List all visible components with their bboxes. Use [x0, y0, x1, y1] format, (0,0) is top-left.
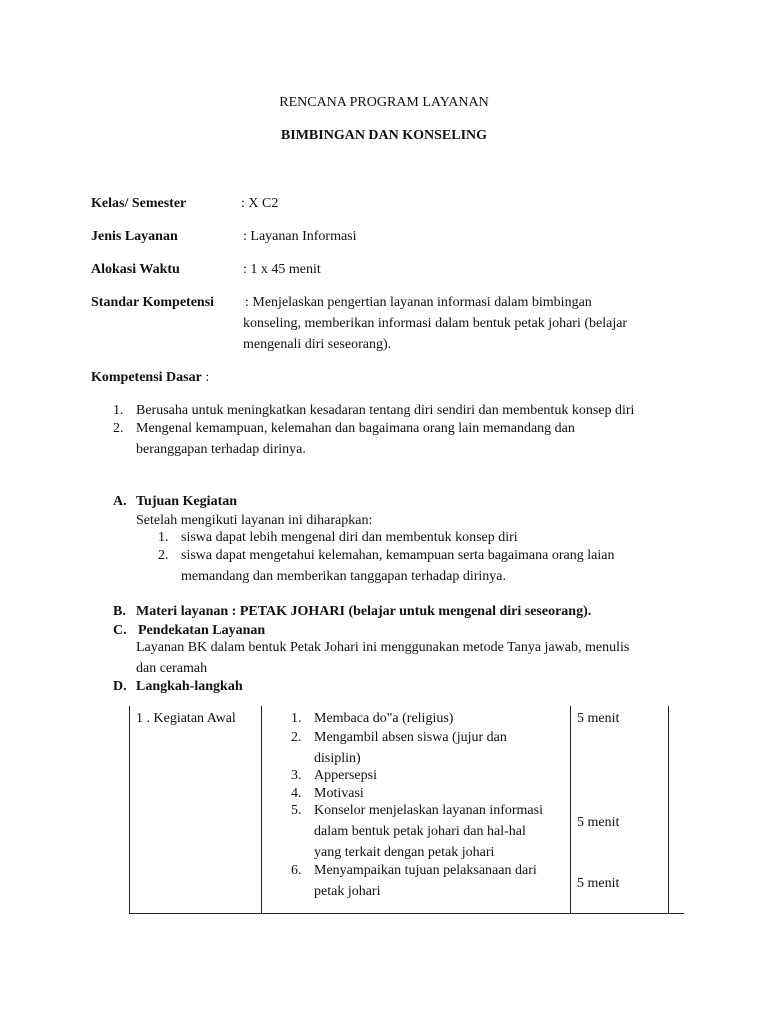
step-text: Motivasi: [314, 786, 364, 801]
table-border-right: [668, 706, 669, 914]
info-value-standar-line3: mengenali diri seseorang).: [243, 337, 392, 352]
step-text: Mengambil absen siswa (jujur dan: [314, 730, 507, 745]
step-number: 1.: [291, 711, 302, 726]
section-a-item-line: memandang dan memberikan tanggapan terhadap dirinya.: [181, 569, 506, 584]
section-a-item-line: siswa dapat lebih mengenal diri dan membentuk konsep diri: [181, 530, 518, 545]
table-border-col2: [570, 706, 571, 914]
document-subtitle: BIMBINGAN DAN KONSELING: [280, 128, 488, 143]
section-c-letter: C.: [113, 623, 127, 638]
section-c-heading: Pendekatan Layanan: [138, 623, 266, 638]
step-text: petak johari: [314, 884, 381, 899]
kompetensi-item-line: Berusaha untuk meningkatkan kesadaran tentang diri sendiri dan membentuk konsep diri: [136, 403, 635, 418]
time-cell: 5 menit: [577, 711, 620, 726]
time-cell: 5 menit: [577, 815, 620, 830]
table-border-col1: [261, 706, 262, 914]
step-number: 5.: [291, 803, 302, 818]
step-text: yang terkait dengan petak johari: [314, 845, 495, 860]
info-value-kelas: : X C2: [241, 196, 279, 211]
info-value-jenis: : Layanan Informasi: [243, 229, 357, 244]
info-label-standar: Standar Kompetensi: [91, 295, 215, 310]
kompetensi-item-line: Mengenal kemampuan, kelemahan dan bagaimana orang lain memandang dan: [136, 421, 575, 436]
step-text: Appersepsi: [314, 768, 377, 783]
section-b-heading: Materi layanan : PETAK JOHARI (belajar untuk mengenal diri seseorang).: [136, 604, 592, 619]
time-cell: 5 menit: [577, 876, 620, 891]
step-text: Membaca do"a (religius): [314, 711, 454, 726]
section-a-intro: Setelah mengikuti layanan ini diharapkan:: [136, 513, 373, 528]
kompetensi-heading-text: Kompetensi Dasar: [91, 370, 202, 385]
step-number: 4.: [291, 786, 302, 801]
section-b-letter: B.: [113, 604, 126, 619]
step-number: 3.: [291, 768, 302, 783]
section-c-line: dan ceramah: [136, 661, 208, 676]
info-label-kelas: Kelas/ Semester: [91, 196, 187, 211]
section-d-letter: D.: [113, 679, 127, 694]
document-title: RENCANA PROGRAM LAYANAN: [279, 95, 489, 110]
kompetensi-heading: [91, 370, 209, 386]
kompetensi-heading-colon: :: [201, 370, 210, 385]
section-a-item-number: 2.: [158, 548, 169, 563]
table-phase-cell: 1 . Kegiatan Awal: [136, 711, 236, 726]
section-a-heading: Tujuan Kegiatan: [136, 494, 238, 509]
step-number: 2.: [291, 730, 302, 745]
info-value-standar-line1: : Menjelaskan pengertian layanan informasi dalam bimbingan: [245, 295, 592, 310]
step-text: disiplin): [314, 751, 361, 766]
section-a-item-line: siswa dapat mengetahui kelemahan, kemampuan serta bagaimana orang laian: [181, 548, 615, 563]
kompetensi-item-number: 2.: [113, 421, 124, 436]
kompetensi-item-line: beranggapan terhadap dirinya.: [136, 442, 306, 457]
kompetensi-item-number: 1.: [113, 403, 124, 418]
table-border-bottom: [129, 913, 684, 914]
info-label-jenis: Jenis Layanan: [91, 229, 178, 244]
section-a-item-number: 1.: [158, 530, 169, 545]
info-value-standar-line2: konseling, memberikan informasi dalam bentuk petak johari (belajar: [243, 316, 628, 331]
section-d-heading: Langkah-langkah: [136, 679, 243, 694]
info-label-alokasi: Alokasi Waktu: [91, 262, 180, 277]
info-value-alokasi: : 1 x 45 menit: [243, 262, 321, 277]
step-number: 6.: [291, 863, 302, 878]
step-text: Menyampaikan tujuan pelaksanaan dari: [314, 863, 537, 878]
table-border-left: [129, 706, 130, 914]
step-text: dalam bentuk petak johari dan hal-hal: [314, 824, 526, 839]
section-c-line: Layanan BK dalam bentuk Petak Johari ini menggunakan metode Tanya jawab, menulis: [136, 640, 630, 655]
section-a-letter: A.: [113, 494, 127, 509]
step-text: Konselor menjelaskan layanan informasi: [314, 803, 543, 818]
